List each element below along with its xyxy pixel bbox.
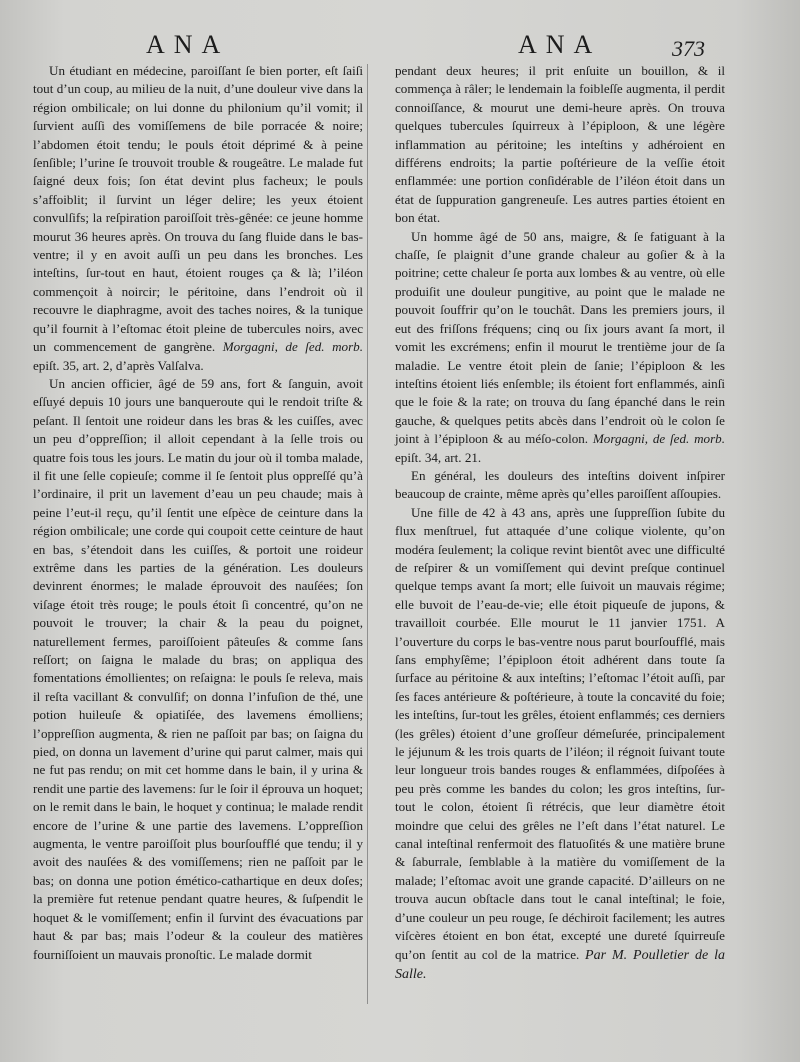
citation-tail: epiſt. 34, art. 21. <box>395 449 482 465</box>
paragraph-text: Une fille de 42 à 43 ans, après une ſuppreſſion ſubite du flux menſtruel, fut attaquée d’une colique violente, qu’on modéra ſeulement; la colique revint bientôt avec une difficulté de reſpirer & un vomiſſement qui devint preſque continuel quelque temps avant ſa mort; elle ſuivoit un mauvais régime; elle buvoit de l’eau-de-vie; elle étoit piqueuſe de jupons, & travailloit courbée. Elle mourut le 11 janvier 1751. A l’ouverture du corps le bas-ventre nous parut bourſoufflé, mais ſans emphyſême; l’épiploon étoit adhérent dans toute ſa ſurface au péritoine & aux inteſtins; l’eſtomac l’étoit auſſi, par ſes faces antérieure & poſtérieure, à toute la concavité du foie; les inteſtins, ſur-tout les grêles, étoient enflammés; ces derniers (les grêles) étoient d’une groſſeur démeſurée, principalement le jéjunum & les trois quarts de l’iléon; il régnoit ſuivant toute leur longueur trois bandes rouges & enflammées, diſpoſées à peu près comme les bandes du colon; les gros inteſtins, ſur-tout le colon, étoient ſi rétrécis, que leur diamètre étoit moindre que celui des grêles ne l’eſt dans l’état naturel. Le canal inteſtinal renfermoit des flatuoſités & une matière brune & ſaburrale, ſemblable à la matière du vomiſſement de la malade; l’eſtomac avoit une grande capacité. D’ailleurs on ne trouva aucun obſtacle dans tout le canal inteſtinal; le foie, d’une couleur un peu rouge, ſe déchiroit facilement; les autres viſcères étoient en bon état, excepté une dureté ſquirreuſe qu’on ſentit au col de la matrice. <box>395 504 725 962</box>
paragraph-text: pendant deux heures; il prit enſuite un bouillon, & il commença à râler; le lendemain la foibleſſe augmenta, il perdit connoiſſance, & mourut une demi-heure après. On trouva quelques tubercules ſquirreux à l’épiploon, & une légère inflammation au péritoine; les inteſtins y adhéroient en différens endroits; la partie poſtérieure de la veſſie étoit enflammée: une portion conſidérable de l’iléon étoit dans un état de ſuppuration gangreneuſe. Les autres parties étoient en bon état. <box>395 63 725 226</box>
citation: Morgagni, de ſed. morb. <box>222 339 364 355</box>
paragraph-text: Un ancien officier, âgé de 59 ans, fort & ſanguin, avoit eſſuyé depuis 10 jours une banqueroute qui le rendoit triſte & peſant. Il ſentoit une roideur dans les bras & les cuiſſes, avec un peu d’oppreſſion; il alloit cependant à la ſelle trois ou quatre fois tous les jours. Le matin du jour où il tomba malade, il fit une ſelle copieuſe; comme il ſe ſentoit plus oppreſſé qu’à l’ordinaire, il prit un lavement d’eau un peu chaude; mais à peine l’eut-il reçu, qu’il ſentit une eſpèce de ceinture dans la région ombilicale; une corde qui coupoit cette ceinture de haut en bas, s’étendoit dans les cuiſſes, & portoit une roideur extrême dans les parties de la génération. Les douleurs devinrent énormes; le malade éprouvoit des nauſées; ſon viſage étoit très rouge; le pouls étoit ſi concentré, qu’on ne pouvoit le trouver; la chair & la peau du poignet, naturellement fermes, paroiſſoient pâteuſes & comme ſans reſſort; on ſaigna le malade du bras; on appliqua des fomentations émollientes; on reſaigna: le pouls ſe releva, mais il reſta vacillant & convulſif; on donna l’infuſion de thé, une potion huileuſe & opiatiſée, des lavemens émolliens; l’oppreſſion augmenta, & rien ne paſſoit par bas; on ſaigna du pied, on donna un lavement d’urine qui parut calmer, mais qui ne fut pas rendu; on mit cet homme dans le bain, il y urina & rendit une partie des lavemens: ſur le ſoir il éprouva un hoquet; on le remit dans le bain, le hoquet y continua; le malade rendit encore de l’urine & une partie des lavemens. L’oppreſſion augmenta, le ventre paroiſſoit plus bourſoufflé que tendu; il y avoit des nauſées & des vomiſſemens; rien ne paſſoit par le bas; on donna une potion émético-cathartique en deux doſes; la première fut retenue pendant quatre heures, & ſuſpendit le hoquet & le vomiſſement; enfin il ſurvint des évacuations par haut & par bas; mais l’odeur & la couleur des matières fourniſſoient un mauvais pronoſtic. Le malade dormit <box>33 375 363 962</box>
left-column <box>33 62 363 964</box>
paragraph-officer-case-continued <box>395 62 725 228</box>
running-head-left: ANA <box>146 30 230 59</box>
paragraph-woman-case <box>395 504 725 985</box>
page-number: 373 <box>672 36 705 61</box>
paragraph-student-case <box>33 62 363 375</box>
right-column <box>395 62 725 984</box>
paragraph-text: En général, les douleurs des inteſtins doivent inſpirer beaucoup de crainte, même après qu’elles paroiſſent aſſoupies. <box>395 467 725 502</box>
paragraph-text: Un homme âgé de 50 ans, maigre, & ſe fatiguant à la chaſſe, ſe plaignit d’une grande chaleur au goſier & à la poitrine; cette chaleur ſe porta aux lombes & au ventre, où elle produiſit une douleur pungitive, au point que le malade ne pouvoit ſouffrir qu’on le touchât. Dans les premiers jours, il eut des friſſons fréquens; cinq ou ſix jours avant ſa mort, il vomit les excrémens; enfin il mourut le trentième jour de ſa maladie. Le ventre étoit plein de ſanie; l’épiploon & les inteſtins étoient liés enſemble; ils étoient fort enflammés, ainſi que le foie & la rate; on trouva du ſang épanché dans le rein gauche, & quelques petits abcès dans l’endroit où le colon ſe joint à l’épiploon & au méſo-colon. <box>395 228 725 447</box>
citation-tail: epiſt. 35, art. 2, d’après Valſalva. <box>33 357 204 373</box>
paragraph-hunter-case <box>395 228 725 467</box>
paragraph-officer-case <box>33 375 363 964</box>
citation: Morgagni, de ſed. morb. <box>592 431 725 447</box>
paragraph-text: Un étudiant en médecine, paroiſſant ſe bien porter, eſt ſaiſi tout d’un coup, au milieu de la nuit, d’une douleur vive dans la région ombilicale; on lui donne du philonium qu’il vomit; il ſurvient auſſi des vomiſſemens de bile porracée & noire; l’abdomen étoit tendu; le pouls étoit déprimé & à peine ſenſible; l’urine ſe trouvoit trouble & rougeâtre. Le malade fut ſaigné deux fois; ſon état devint plus facheux; le pouls s’affoiblit; il ſurvint un léger delire; les yeux étoient convulſifs; la reſpiration paroiſſoit très-gênée: ce jeune homme mourut 36 heures après. On trouva du ſang fluide dans le bas-ventre; il y en avoit auſſi un peu dans les bronches. Les inteſtins, ſur-tout en haut, étoient rouges ça & là; l’iléon commençoit à noircir; le péritoine, dans l’endroit où il recouvre le diaphragme, avoit des taches noires, & la tunique qu’il fournit à l’eſtomac étoit pleine de tubercules noirs, avec un commencement de gangrène. <box>33 63 363 355</box>
running-head <box>0 30 800 66</box>
column-divider <box>367 64 368 1004</box>
author-signature: Par M. Poulletier de la Salle. <box>395 947 725 982</box>
running-head-right: ANA <box>518 30 602 59</box>
paragraph-general-remark <box>395 467 725 504</box>
